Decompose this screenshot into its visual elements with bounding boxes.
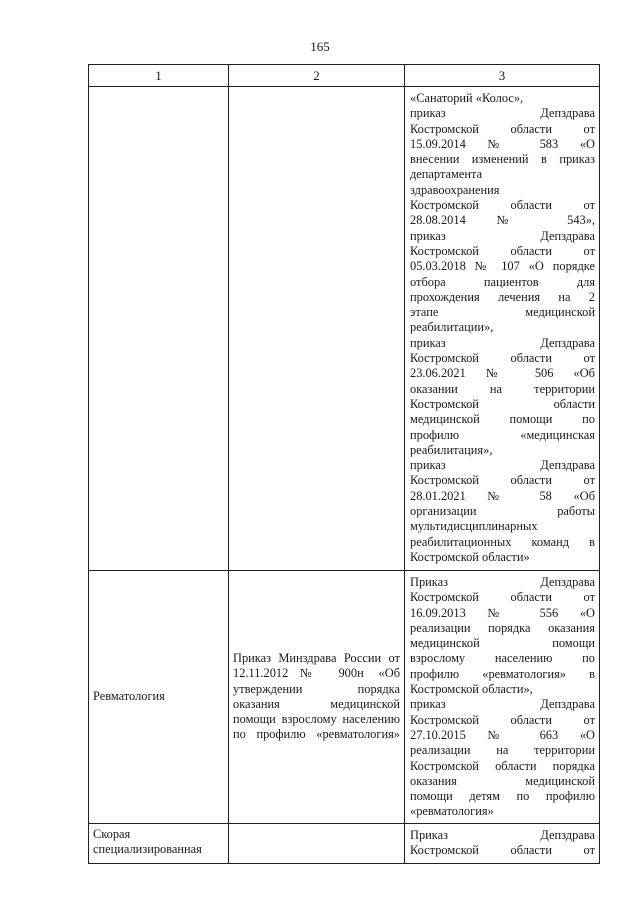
cell-text-line: Костромской области», bbox=[410, 682, 533, 697]
cell-federal-order bbox=[229, 571, 405, 824]
cell-text-line: Приказ Минздрава России от bbox=[233, 650, 400, 665]
cell-profile: Ревматология bbox=[89, 571, 229, 824]
cell-text-line: 27.10.2015 № 663 «О bbox=[410, 727, 595, 742]
cell-text-line: Костромской области от bbox=[410, 843, 595, 858]
cell-text-line: Костромской области bbox=[410, 396, 595, 411]
cell-text-line: помощи взрослому населению bbox=[233, 712, 400, 727]
cell-text-line: 15.09.2014 № 583 «О bbox=[410, 136, 595, 151]
cell-federal-order bbox=[229, 87, 405, 571]
cell-text-line: Костромской области от bbox=[410, 198, 595, 213]
cell-text-line: Приказ Депздрава bbox=[410, 575, 595, 589]
cell-text-line: организации работы bbox=[410, 504, 595, 519]
cell-text-line: оказания медицинской bbox=[410, 773, 595, 788]
cell-text-line: 28.01.2021 № 58 «Об bbox=[410, 488, 595, 503]
cell-text-line: 23.06.2021 № 506 «Об bbox=[410, 366, 595, 381]
cell-text-line: «ревматология» bbox=[410, 804, 494, 819]
cell-text-line: Костромской области от bbox=[410, 243, 595, 258]
cell-text-line: Костромской области порядка bbox=[410, 758, 595, 773]
cell-text-line: Костромской области от bbox=[410, 712, 595, 727]
cell-text-line: реабилитационных команд в bbox=[410, 534, 595, 549]
cell-text-line: приказ Депздрава bbox=[410, 106, 595, 121]
cell-text-line: 05.03.2018 № 107 «О порядке bbox=[410, 259, 595, 274]
cell-text-line: внесении изменений в приказ bbox=[410, 152, 595, 167]
cell-text-line: Скорая bbox=[93, 826, 131, 841]
cell-text-line: оказания медицинской bbox=[233, 696, 400, 711]
cell-text-line: 16.09.2013 № 556 «О bbox=[410, 605, 595, 620]
header-col-2: 2 bbox=[229, 65, 405, 87]
cell-text-line: по профилю «ревматология» bbox=[233, 727, 400, 742]
regulations-table bbox=[88, 64, 600, 864]
cell-text-line: этапе медицинской bbox=[410, 305, 595, 320]
cell-text-line: мультидисциплинарных bbox=[410, 519, 538, 534]
cell-text-line: «Санаторий «Колос», bbox=[410, 91, 524, 105]
cell-text-line: помощи детям по профилю bbox=[410, 789, 595, 804]
cell-text-line: реабилитации», bbox=[410, 320, 494, 335]
cell-text-line: Костромской области от bbox=[410, 473, 595, 488]
cell-text-line: приказ Депздрава bbox=[410, 228, 595, 243]
cell-text-line: Приказ Депздрава bbox=[410, 827, 595, 842]
cell-text-line: департамента bbox=[410, 167, 483, 182]
cell-regional-orders bbox=[405, 87, 600, 571]
cell-text-line: здравоохранения bbox=[410, 182, 500, 197]
header-col-3: 3 bbox=[405, 65, 600, 87]
table-header-row bbox=[89, 65, 600, 87]
table-row bbox=[89, 571, 600, 824]
table-row bbox=[89, 823, 600, 863]
cell-text-line: реабилитация», bbox=[410, 442, 493, 457]
cell-text-line: приказ Депздрава bbox=[410, 335, 595, 350]
page-number: 165 bbox=[310, 39, 330, 54]
cell-text-line: медицинской помощи bbox=[410, 636, 595, 651]
cell-text-line: медицинской помощи по bbox=[410, 412, 595, 427]
cell-text-line: профилю «медицинская bbox=[410, 427, 595, 442]
cell-text-line: приказ Депздрава bbox=[410, 458, 595, 473]
cell-text-line: прохождения лечения на 2 bbox=[410, 289, 595, 304]
cell-text-line: Костромской области от bbox=[410, 590, 595, 605]
cell-text-line: 12.11.2012№ 900н «Об bbox=[233, 666, 400, 681]
cell-text-line: реализации порядка оказания bbox=[410, 620, 595, 635]
cell-profile bbox=[89, 823, 229, 863]
cell-text-line: профилю «ревматология» в bbox=[410, 666, 595, 681]
cell-text-line: специализированная bbox=[93, 842, 202, 857]
cell-text-line: отбора пациентов для bbox=[410, 274, 595, 289]
cell-profile bbox=[89, 87, 229, 571]
cell-text-line: 28.08.2014 № 543», bbox=[410, 213, 595, 228]
cell-text-line: Костромской области от bbox=[410, 351, 595, 366]
cell-text-line: Костромской области от bbox=[410, 121, 595, 136]
cell-regional-orders bbox=[405, 823, 600, 863]
cell-text-line: приказ Депздрава bbox=[410, 697, 595, 712]
cell-text-line: утверждении порядка bbox=[233, 681, 400, 696]
header-col-1: 1 bbox=[89, 65, 229, 87]
table-row bbox=[89, 87, 600, 571]
cell-federal-order bbox=[229, 823, 405, 863]
cell-text-line: оказании на территории bbox=[410, 381, 595, 396]
cell-text-line: Костромской области» bbox=[410, 549, 530, 564]
cell-regional-orders bbox=[405, 571, 600, 824]
cell-text-line: взрослому населению по bbox=[410, 651, 595, 666]
cell-text-line: реализации на территории bbox=[410, 743, 595, 758]
